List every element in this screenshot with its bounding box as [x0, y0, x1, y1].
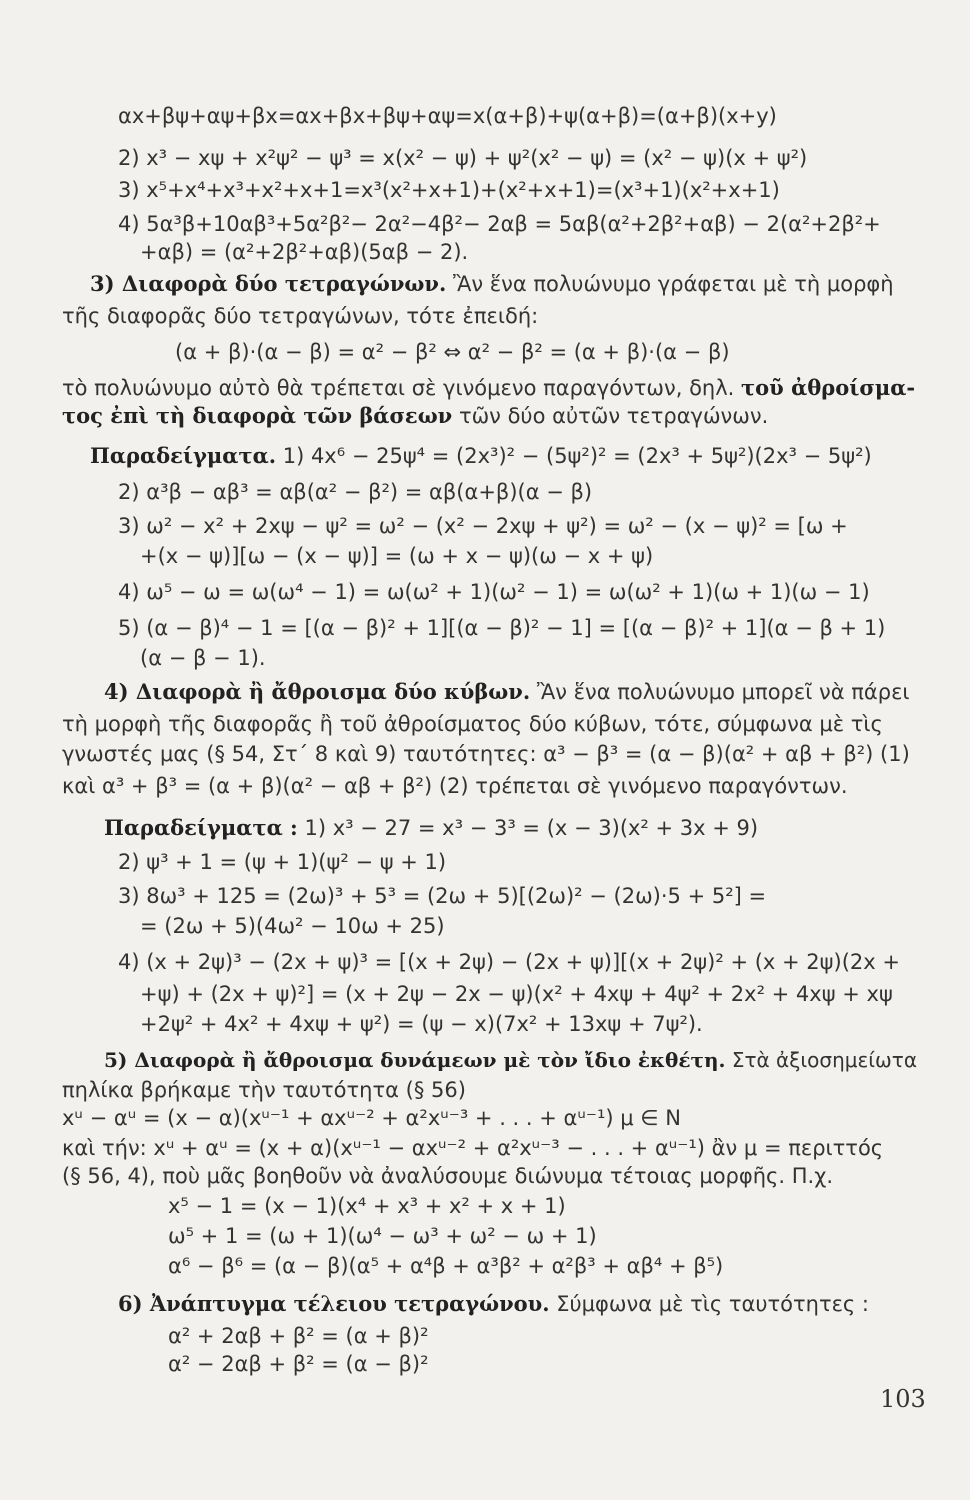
- text-line: 2) ψ³ + 1 = (ψ + 1)(ψ² − ψ + 1): [118, 850, 447, 874]
- text-line: α² + 2αβ + β² = (α + β)²: [168, 1324, 429, 1348]
- text-line: α² − 2αβ + β² = (α − β)²: [168, 1352, 429, 1376]
- text-line: +2ψ² + 4x² + 4xψ + ψ²) = (ψ − x)(7x² + 13xψ + 7ψ²).: [140, 1012, 703, 1036]
- section-heading: 5) Διαφορὰ ἢ ἄθροισμα δυνάμεων μὲ τὸν ἴδιο ἐκθέτη.: [104, 1048, 726, 1072]
- text-line: τὴ μορφὴ τῆς διαφορᾶς ἢ τοῦ ἀθροίσματος δύο κύβων, τότε, σύμφωνα μὲ τὶς: [62, 712, 883, 736]
- text-line: x⁵ − 1 = (x − 1)(x⁴ + x³ + x² + x + 1): [168, 1194, 566, 1218]
- text-line: α⁶ − β⁶ = (α − β)(α⁵ + α⁴β + α³β² + α²β³ + αβ⁴ + β⁵): [168, 1254, 724, 1278]
- text-line: 3) 8ω³ + 125 = (2ω)³ + 5³ = (2ω + 5)[(2ω)² − (2ω)·5 + 5²] =: [118, 884, 767, 908]
- text-line: +αβ) = (α²+2β²+αβ)(5αβ − 2).: [140, 240, 469, 264]
- text-line: 2) x³ − xψ + x²ψ² − ψ³ = x(x² − ψ) + ψ²(x² − ψ) = (x² − ψ)(x + ψ²): [118, 146, 808, 170]
- text-line: καὶ τήν: xᵘ + αᵘ = (x + α)(xᵘ⁻¹ − αxᵘ⁻² + α²xᵘ⁻³ − . . . + αᵘ⁻¹) ἂν μ = περιττός: [62, 1136, 884, 1160]
- text-line: = (2ω + 5)(4ω² − 10ω + 25): [140, 914, 445, 938]
- text-line: 4) 5α³β+10αβ³+5α²β²− 2α²−4β²− 2αβ = 5αβ(α²+2β²+αβ) − 2(α²+2β²+: [118, 212, 881, 236]
- text-line: τὸ πολυώνυμο αὐτὸ θὰ τρέπεται σὲ γινόμενο παραγόντων, δηλ. τοῦ ἀθροίσμα-: [62, 375, 916, 400]
- text-line: γνωστές μας (§ 54, Στ΄ 8 καὶ 9) ταυτότητες: α³ − β³ = (α − β)(α² + αβ + β²) (1): [62, 742, 910, 766]
- examples-label: Παραδείγματα :: [104, 815, 298, 840]
- text-line: πηλίκα βρήκαμε τὴν ταυτότητα (§ 56): [62, 1078, 466, 1102]
- text-line: 3) ω² − x² + 2xψ − ψ² = ω² − (x² − 2xψ + ψ²) = ω² − (x − ψ)² = [ω +: [118, 514, 848, 538]
- text-line: +ψ) + (2x + ψ)²] = (x + 2ψ − 2x − ψ)(x² + 4xψ + 4ψ² + 2x² + 4xψ + xψ: [140, 982, 893, 1006]
- text-line: 2) α³β − αβ³ = αβ(α² − β²) = αβ(α+β)(α − β): [118, 480, 593, 504]
- text-line: 4) ω⁵ − ω = ω(ω⁴ − 1) = ω(ω² + 1)(ω² − 1) = ω(ω² + 1)(ω + 1)(ω − 1): [118, 580, 870, 604]
- text-line: 5) (α − β)⁴ − 1 = [(α − β)² + 1][(α − β)² − 1] = [(α − β)² + 1](α − β + 1): [118, 616, 886, 640]
- text-line: xᵘ − αᵘ = (x − α)(xᵘ⁻¹ + αxᵘ⁻² + α²xᵘ⁻³ + . . . + αᵘ⁻¹) μ ∈ N: [62, 1106, 681, 1130]
- text-line: αx+βψ+αψ+βx=αx+βx+βψ+αψ=x(α+β)+ψ(α+β)=(α+β)(x+y): [118, 104, 777, 128]
- text-line: ω⁵ + 1 = (ω + 1)(ω⁴ − ω³ + ω² − ω + 1): [168, 1224, 597, 1248]
- section-6-intro: 6) Ἀνάπτυγμα τέλειου τετραγώνου. Σύμφωνα μὲ τὶς ταυτότητες :: [118, 1291, 870, 1316]
- text-line: 4) (x + 2ψ)³ − (2x + ψ)³ = [(x + 2ψ) − (2x + ψ)][(x + 2ψ)² + (x + 2ψ)(2x +: [118, 950, 900, 974]
- examples-label: Παραδείγματα.: [90, 443, 277, 468]
- section-heading: 6) Ἀνάπτυγμα τέλειου τετραγώνου.: [118, 1291, 550, 1316]
- text-line: τος ἐπὶ τὴ διαφορὰ τῶν βάσεων τῶν δύο αὐτῶν τετραγώνων.: [62, 403, 769, 428]
- section-5-intro: 5) Διαφορὰ ἢ ἄθροισμα δυνάμεων μὲ τὸν ἴδιο ἐκθέτη. Στὰ ἀξιοσημείωτα: [104, 1048, 918, 1072]
- text-line: 3) x⁵+x⁴+x³+x²+x+1=x³(x²+x+1)+(x²+x+1)=(x³+1)(x²+x+1): [118, 178, 780, 202]
- text-line: καὶ α³ + β³ = (α + β)(α² − αβ + β²) (2) τρέπεται σὲ γινόμενο παραγόντων.: [62, 774, 848, 798]
- text-line: (α − β − 1).: [140, 646, 266, 670]
- section-heading: 3) Διαφορὰ δύο τετραγώνων.: [90, 271, 447, 296]
- text-line: +(x − ψ)][ω − (x − ψ)] = (ω + x − ψ)(ω − x + ψ): [140, 544, 654, 568]
- page-number: 103: [880, 1385, 926, 1413]
- examples-1: Παραδείγματα. 1) 4x⁶ − 25ψ⁴ = (2x³)² − (5ψ²)² = (2x³ + 5ψ²)(2x³ − 5ψ²): [90, 443, 872, 468]
- section-3-intro: 3) Διαφορὰ δύο τετραγώνων. Ἂν ἕνα πολυώνυμο γράφεται μὲ τὴ μορφὴ: [90, 271, 894, 296]
- examples-2: Παραδείγματα : 1) x³ − 27 = x³ − 3³ = (x − 3)(x² + 3x + 9): [104, 815, 759, 840]
- text-line: (§ 56, 4), ποὺ μᾶς βοηθοῦν νὰ ἀναλύσουμε διώνυμα τέτοιας μορφῆς. Π.χ.: [62, 1164, 834, 1188]
- section-heading: 4) Διαφορὰ ἢ ἄθροισμα δύο κύβων.: [104, 679, 531, 704]
- section-4-intro: 4) Διαφορὰ ἢ ἄθροισμα δύο κύβων. Ἂν ἕνα πολυώνυμο μπορεῖ νὰ πάρει: [104, 679, 910, 704]
- text-line: τῆς διαφορᾶς δύο τετραγώνων, τότε ἐπειδή:: [62, 304, 539, 328]
- formula-line: (α + β)·(α − β) = α² − β² ⇔ α² − β² = (α + β)·(α − β): [175, 340, 730, 364]
